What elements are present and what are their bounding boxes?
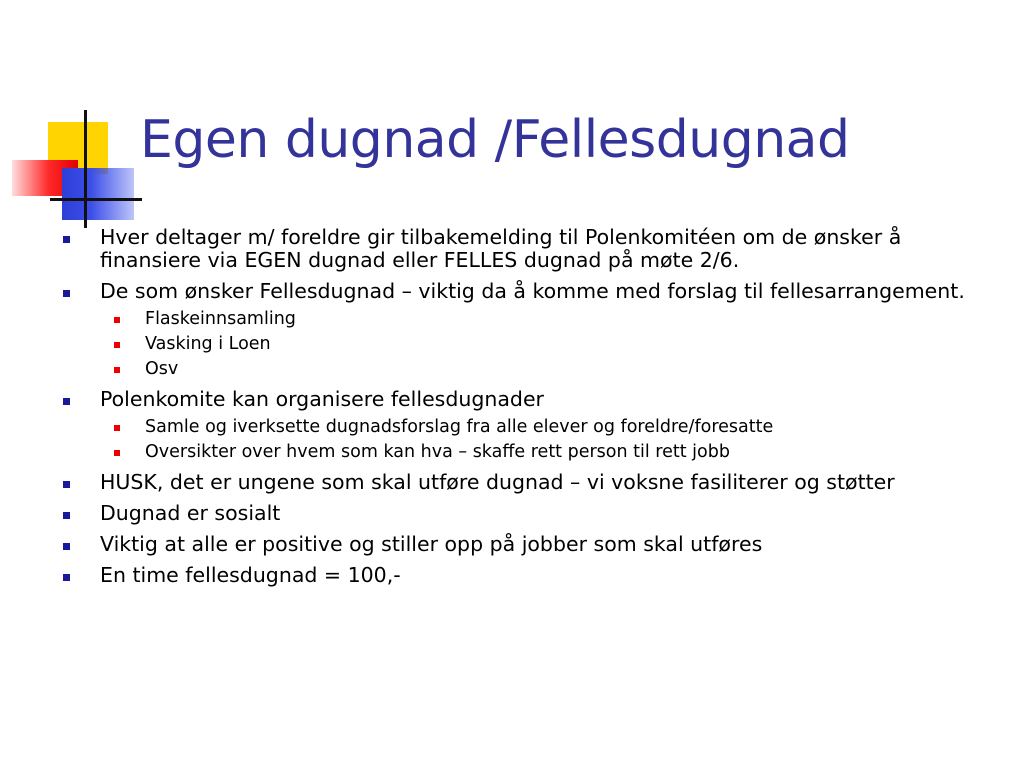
- sub-bullet-item: [60, 309, 970, 330]
- bullet-item: [60, 388, 970, 411]
- red-square-bullet-icon: [114, 342, 120, 348]
- bullet-item: [60, 280, 970, 303]
- red-square-bullet-icon: [114, 450, 120, 456]
- red-square-bullet-icon: [114, 425, 120, 431]
- sub-bullet-text: Oversikter over hvem som kan hva – skaffe rett person til rett jobb: [145, 442, 730, 462]
- sub-bullet-item: [60, 417, 970, 438]
- bullet-item: [60, 471, 970, 494]
- sub-bullet-text: Flaskeinnsamling: [145, 309, 296, 329]
- logo-vertical-line: [84, 110, 87, 228]
- bullet-text: Dugnad er sosialt: [100, 501, 281, 525]
- bullet-item: [60, 226, 970, 272]
- red-square-bullet-icon: [114, 317, 120, 323]
- logo-blue-square: [62, 168, 134, 220]
- sub-bullet-text: Vasking i Loen: [145, 334, 271, 354]
- square-bullet-icon: [63, 290, 70, 297]
- sub-bullet-item: [60, 442, 970, 463]
- red-square-bullet-icon: [114, 367, 120, 373]
- bullet-text: HUSK, det er ungene som skal utføre dugnad – vi voksne fasiliterer og støtter: [100, 470, 895, 494]
- bullet-text: Viktig at alle er positive og stiller opp på jobber som skal utføres: [100, 532, 763, 556]
- bullet-text: Hver deltager m/ foreldre gir tilbakemelding til Polenkomitéen om de ønsker å finansiere via EGEN dugnad eller FELLES dugnad på møte 2/6.: [100, 225, 902, 272]
- square-bullet-icon: [63, 574, 70, 581]
- square-bullet-icon: [63, 236, 70, 243]
- bullet-item: [60, 502, 970, 525]
- bullet-text: De som ønsker Fellesdugnad – viktig da å komme med forslag til fellesarrangement.: [100, 279, 965, 303]
- sub-bullet-text: Osv: [145, 359, 179, 379]
- square-bullet-icon: [63, 512, 70, 519]
- sub-bullet-item: [60, 334, 970, 355]
- sub-bullet-item: [60, 359, 970, 380]
- square-bullet-icon: [63, 543, 70, 550]
- bullet-text: En time fellesdugnad = 100,-: [100, 563, 401, 587]
- slide-title: Egen dugnad /Fellesdugnad: [140, 110, 850, 170]
- bullet-item: [60, 564, 970, 587]
- bullet-item: [60, 533, 970, 556]
- bullet-list: [60, 226, 970, 595]
- logo-horizontal-line: [50, 198, 142, 201]
- bullet-text: Polenkomite kan organisere fellesdugnader: [100, 387, 544, 411]
- square-bullet-icon: [63, 398, 70, 405]
- square-bullet-icon: [63, 481, 70, 488]
- sub-bullet-text: Samle og iverksette dugnadsforslag fra alle elever og foreldre/foresatte: [145, 417, 774, 437]
